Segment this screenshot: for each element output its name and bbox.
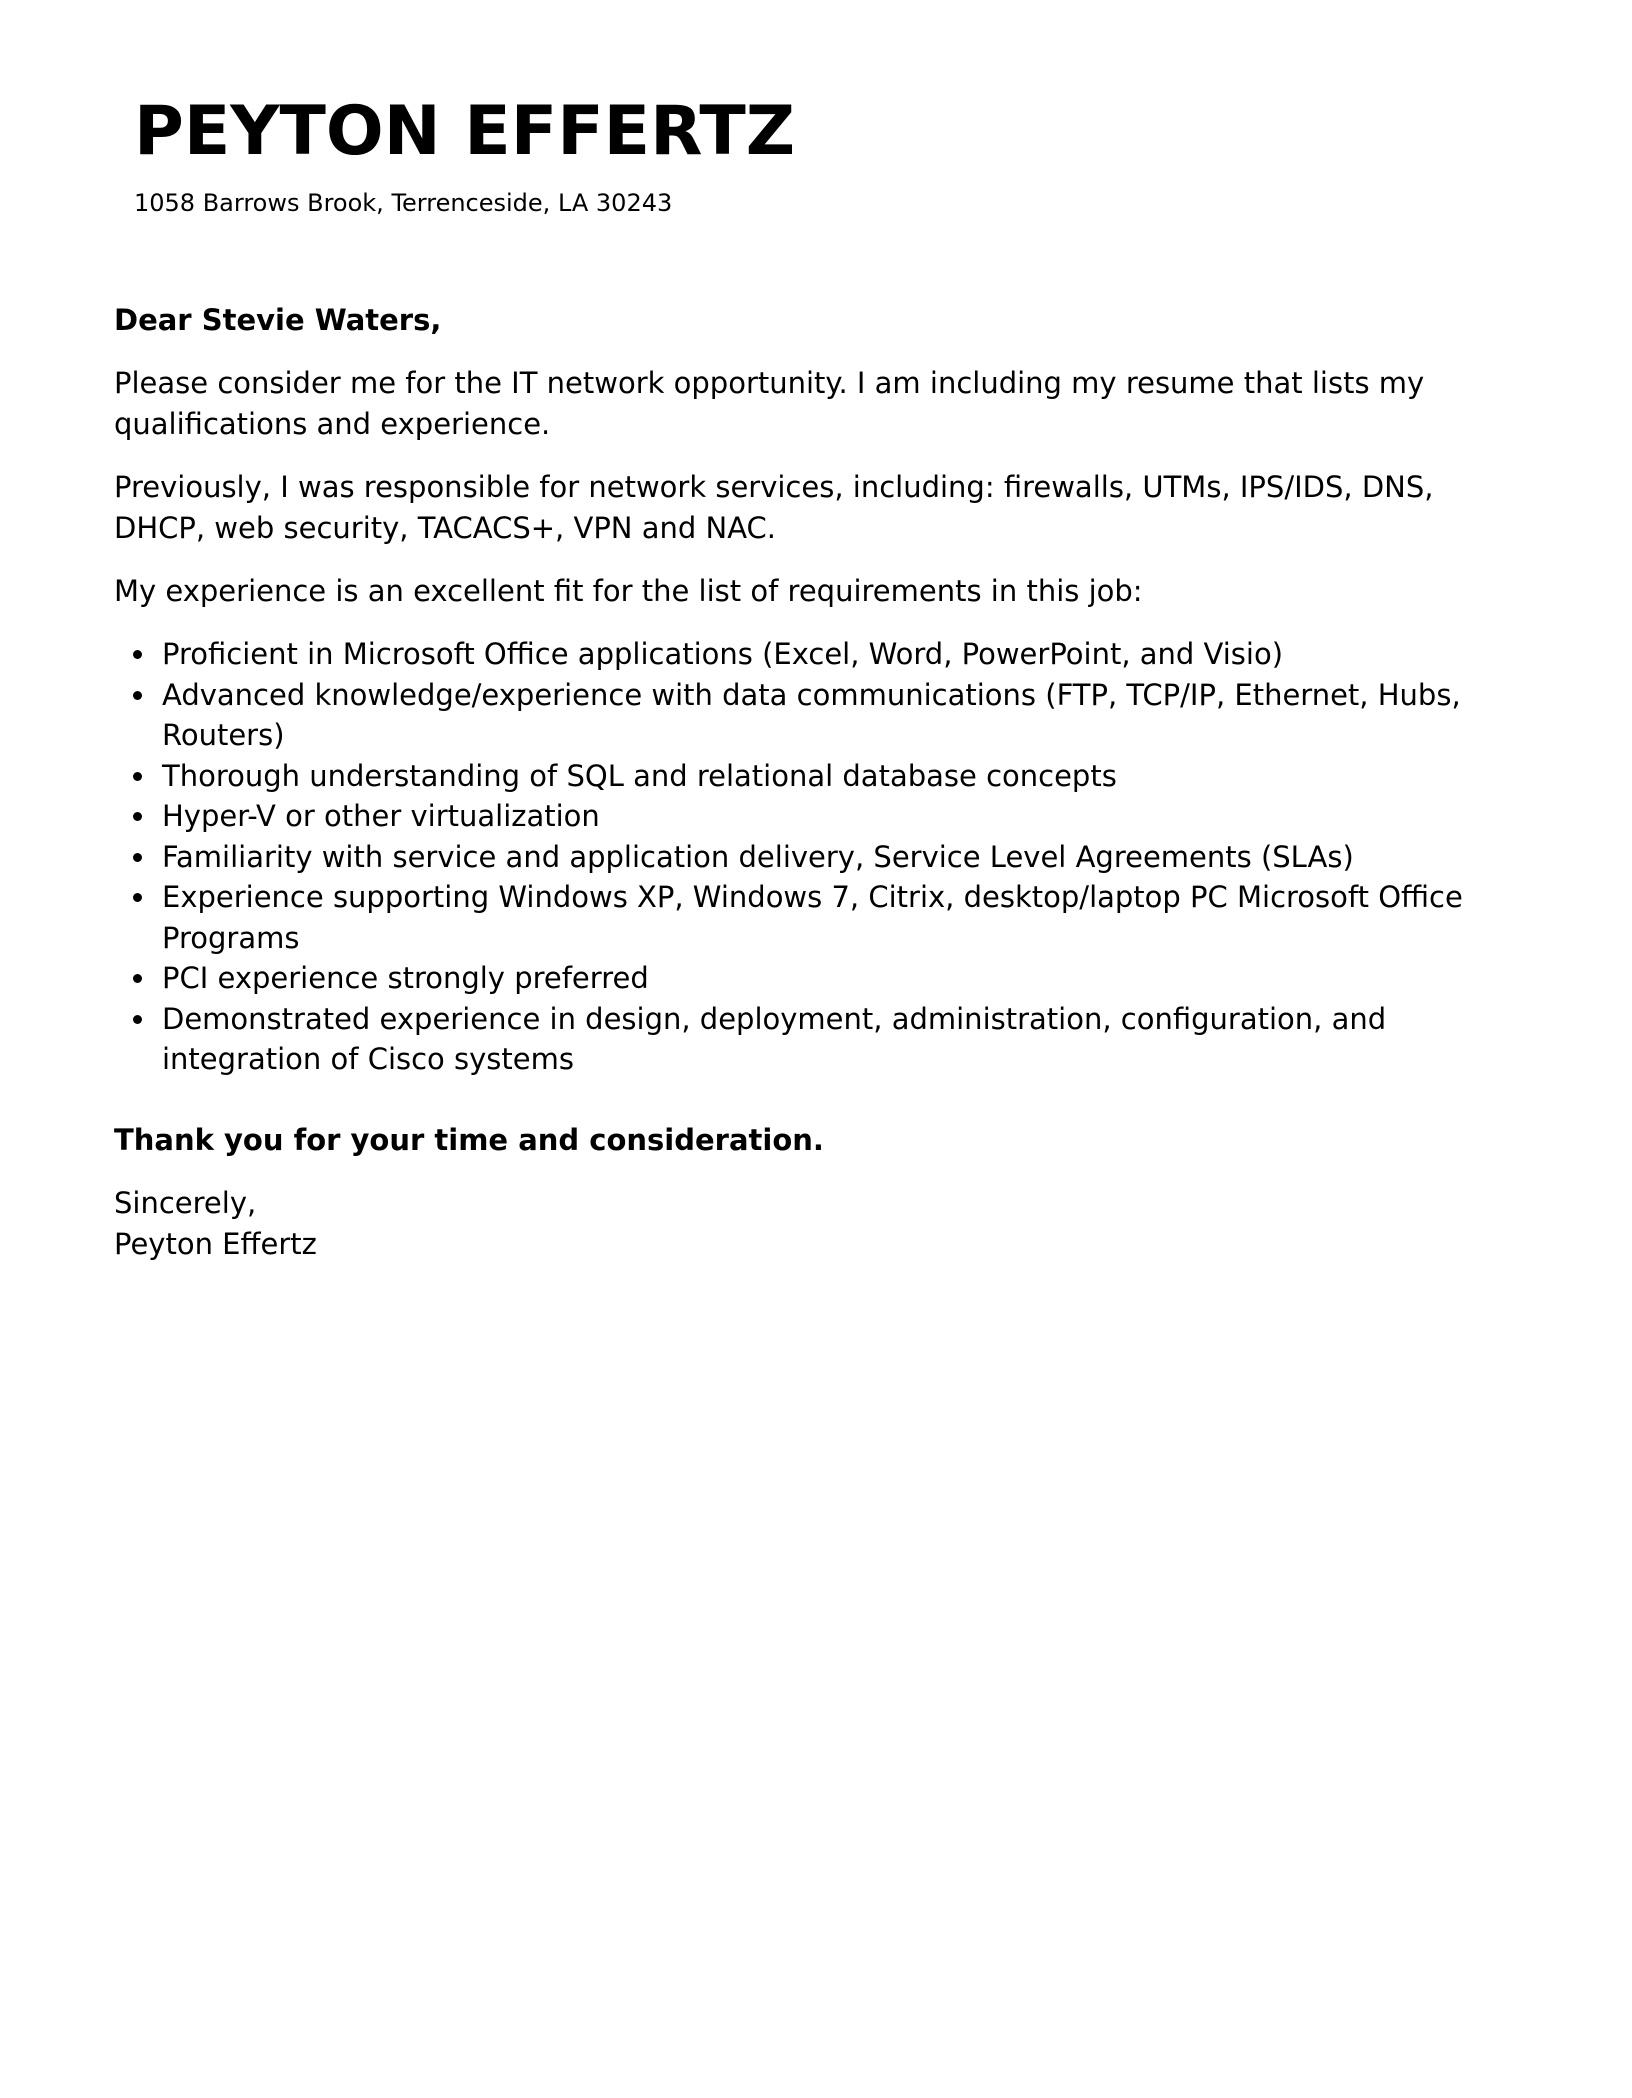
bullet-icon bbox=[133, 853, 142, 862]
applicant-name: PEYTON EFFERTZ bbox=[134, 92, 796, 171]
bullet-icon bbox=[133, 650, 142, 659]
bullet-icon bbox=[133, 772, 142, 781]
bullet-icon bbox=[133, 974, 142, 983]
list-item bbox=[114, 999, 1514, 1080]
salutation: Dear Stevie Waters, bbox=[114, 303, 442, 337]
list-item bbox=[114, 796, 1514, 837]
requirement-text: PCI experience strongly preferred bbox=[162, 961, 649, 995]
list-item bbox=[114, 877, 1514, 958]
bullet-icon bbox=[133, 812, 142, 821]
list-item bbox=[114, 634, 1514, 675]
requirements-intro: My experience is an excellent fit for the list of requirements in this job: bbox=[114, 574, 1143, 608]
requirement-text: Advanced knowledge/experience with data communications (FTP, TCP/IP, Ethernet, Hubs, Routers) bbox=[162, 677, 1461, 752]
requirements-list bbox=[114, 634, 1514, 1080]
requirement-text: Experience supporting Windows XP, Windows 7, Citrix, desktop/laptop PC Microsoft Office Programs bbox=[162, 880, 1463, 955]
applicant-address: 1058 Barrows Brook, Terrenceside, LA 30243 bbox=[134, 189, 673, 217]
list-item bbox=[114, 756, 1514, 797]
letter-header bbox=[134, 92, 1434, 218]
requirement-text: Thorough understanding of SQL and relational database concepts bbox=[162, 758, 1117, 793]
list-item bbox=[114, 958, 1514, 999]
experience-paragraph: Previously, I was responsible for network services, including: firewalls, UTMs, IPS/IDS, DNS, DHCP, web security, TACACS+, VPN and NAC. bbox=[114, 470, 1434, 545]
bullet-icon bbox=[133, 1015, 142, 1024]
signoff: Sincerely, bbox=[114, 1185, 257, 1220]
requirement-text: Hyper-V or other virtualization bbox=[162, 799, 600, 833]
list-item bbox=[114, 837, 1514, 878]
bullet-icon bbox=[133, 691, 142, 700]
signature-name: Peyton Effertz bbox=[114, 1226, 317, 1261]
closing-line: Thank you for your time and consideration. bbox=[114, 1122, 824, 1157]
list-item bbox=[114, 675, 1514, 756]
bullet-icon bbox=[133, 893, 142, 902]
letter-body bbox=[114, 300, 1514, 1265]
intro-paragraph: Please consider me for the IT network opportunity. I am including my resume that lists my qualifications and experience. bbox=[114, 366, 1425, 441]
requirement-text: Demonstrated experience in design, deployment, administration, configuration, and integration of Cisco systems bbox=[162, 1001, 1387, 1076]
requirement-text: Proficient in Microsoft Office applications (Excel, Word, PowerPoint, and Visio) bbox=[162, 637, 1284, 671]
requirement-text: Familiarity with service and application delivery, Service Level Agreements (SLAs) bbox=[162, 839, 1354, 874]
